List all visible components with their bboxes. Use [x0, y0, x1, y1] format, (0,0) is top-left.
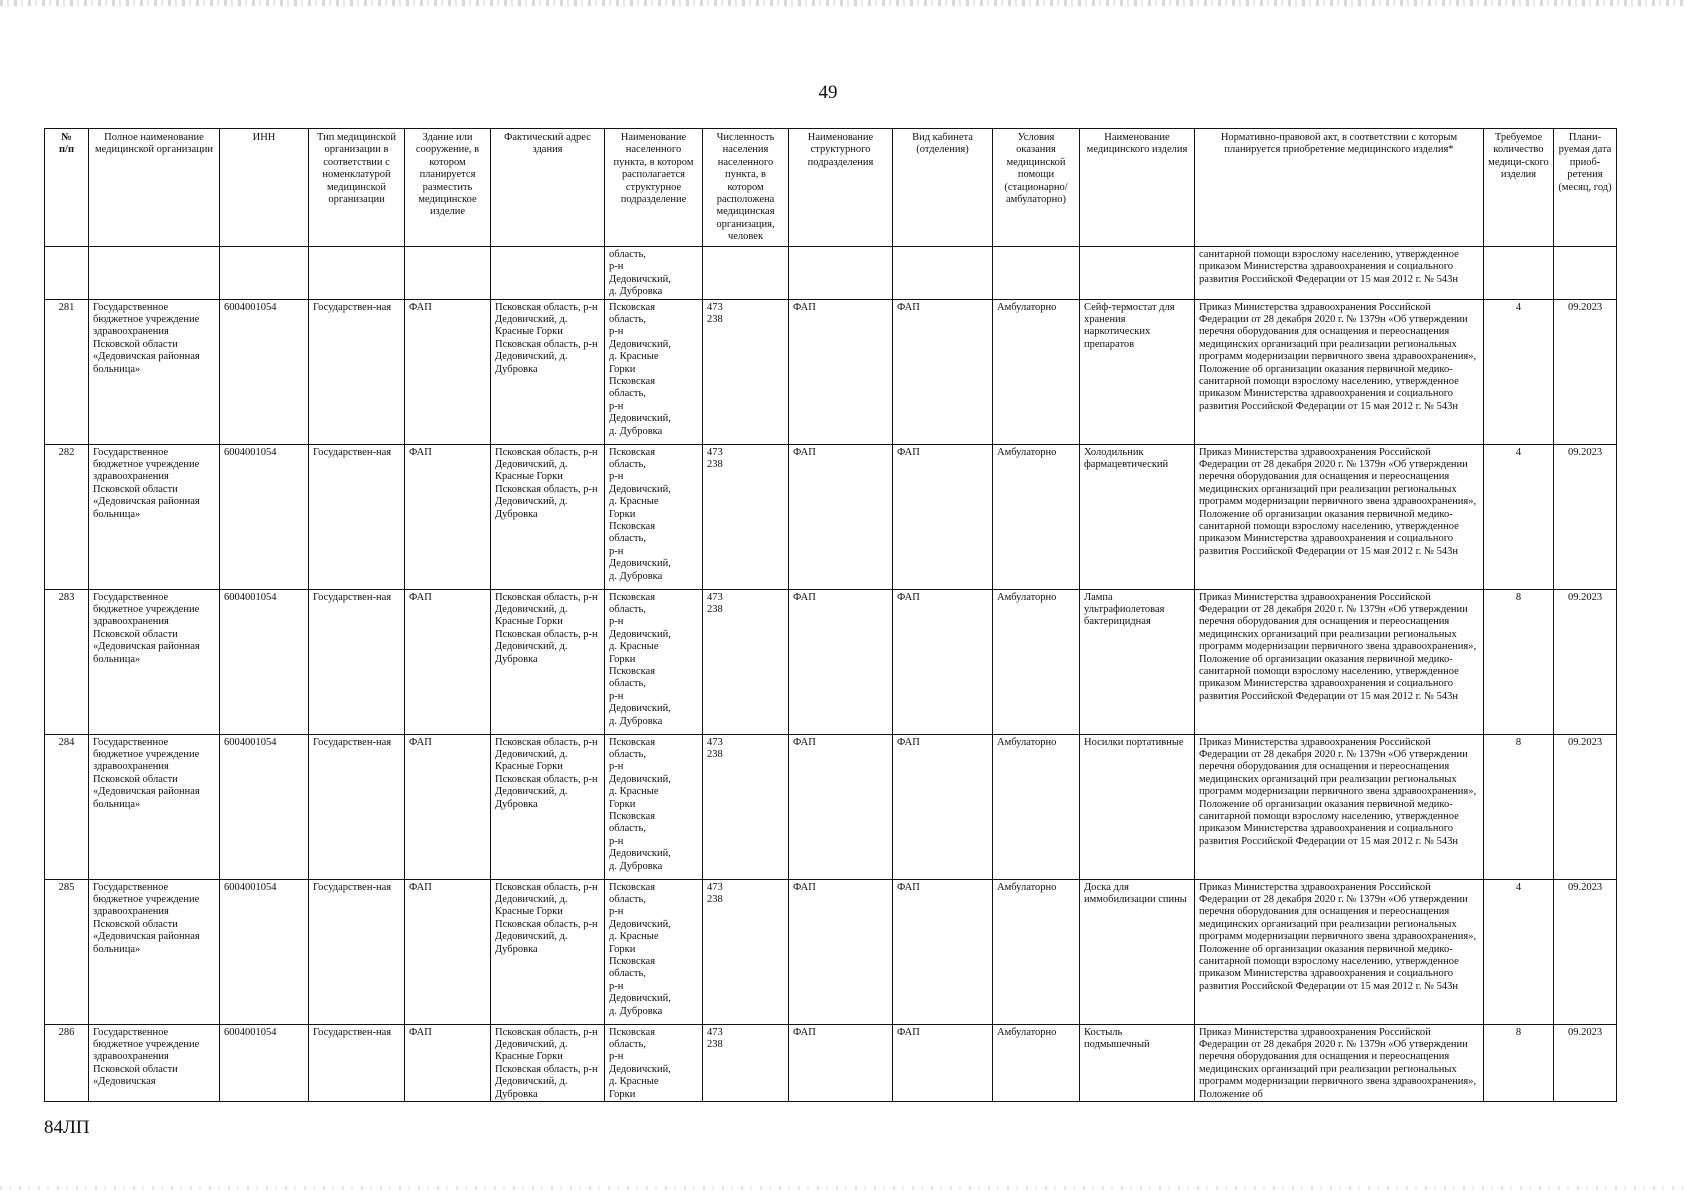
cell-device: Доска для иммобилизации спины — [1080, 879, 1195, 1024]
cell-cabinet: ФАП — [893, 444, 993, 589]
table-row — [45, 734, 1617, 879]
header-unit: Наименование структурного подразделения — [789, 129, 893, 247]
cell-inn: 6004001054 — [220, 444, 309, 589]
cell-org: Государственное бюджетное учреждение здравоохранения Псковской области «Дедовичская районная больница» — [89, 444, 220, 589]
cell-date: 09.2023 — [1554, 734, 1617, 879]
cell-building: ФАП — [405, 444, 491, 589]
cell-population: 473 238 — [703, 299, 789, 444]
cell-building: ФАП — [405, 589, 491, 734]
header-type: Тип медицинской организации в соответствии с номенклатурой медицинской организации — [309, 129, 405, 247]
cell-date: 09.2023 — [1554, 1024, 1617, 1101]
header-cabinet: Вид кабинета (отделения) — [893, 129, 993, 247]
cell-device: Холодильник фармацевтический — [1080, 444, 1195, 589]
cell-cabinet: ФАП — [893, 879, 993, 1024]
cell-act: Приказ Министерства здравоохранения Российской Федерации от 28 декабря 2020 г. № 1379н «Об утверждении перечня оборудования для оснащения и переоснащения медицинских организаций при реализации региональных программ модернизации первичного звена здравоохранения», Положение об организации оказания первичной медико-санитарной помощи взрослому населению, утвержденное приказом Министерства здравоохранения и социального развития Российской Федерации от 15 мая 2012 г. № 543н — [1195, 879, 1484, 1024]
header-inn: ИНН — [220, 129, 309, 247]
cell-num: 286 — [45, 1024, 89, 1101]
cell-conditions: Амбулаторно — [993, 589, 1080, 734]
cell-qty: 8 — [1484, 589, 1554, 734]
table-header-row — [45, 129, 1617, 247]
header-device: Наименование медицинского изделия — [1080, 129, 1195, 247]
cell-unit: ФАП — [789, 879, 893, 1024]
cell-date: 09.2023 — [1554, 299, 1617, 444]
header-num: № п/п — [45, 129, 89, 247]
cell-type: Государствен-ная — [309, 299, 405, 444]
cell-unit: ФАП — [789, 589, 893, 734]
page-number: 49 — [818, 82, 838, 103]
cell-conditions: Амбулаторно — [993, 734, 1080, 879]
header-population: Численность населения населенного пункта, в котором расположена медицинская организация, человек — [703, 129, 789, 247]
cell-inn: 6004001054 — [220, 1024, 309, 1101]
header-act: Нормативно-правовой акт, в соответствии с которым планируется приобретение медицинского изделия* — [1195, 129, 1484, 247]
cell-act: Приказ Министерства здравоохранения Российской Федерации от 28 декабря 2020 г. № 1379н «Об утверждении перечня оборудования для оснащения и переоснащения медицинских организаций при реализации региональных программ модернизации первичного звена здравоохранения», Положение об организации оказания первичной медико-санитарной помощи взрослому населению, утвержденное приказом Министерства здравоохранения и социального развития Российской Федерации от 15 мая 2012 г. № 543н — [1195, 589, 1484, 734]
cell-cabinet: ФАП — [893, 299, 993, 444]
cell-qty: 8 — [1484, 734, 1554, 879]
header-locality: Наименование населенного пункта, в котором располагается структурное подразделение — [605, 129, 703, 247]
cell-locality: Псковская область, р-н Дедовичский, д. Красные Горки Псковская область, р-н Дедовичский, д. Дубровка — [605, 444, 703, 589]
cell-device: Лампа ультрафиолетовая бактерицидная — [1080, 589, 1195, 734]
cell-locality: Псковская область, р-н Дедовичский, д. Красные Горки Псковская область, р-н Дедовичский, д. Дубровка — [605, 299, 703, 444]
cell-num: 284 — [45, 734, 89, 879]
cell-population: 473 238 — [703, 879, 789, 1024]
cell-inn: 6004001054 — [220, 734, 309, 879]
cell-address: Псковская область, р-н Дедовичский, д. Красные Горки Псковская область, р-н Дедовичский, д. Дубровка — [491, 589, 605, 734]
cell-locality: Псковская область, р-н Дедовичский, д. Красные Горки — [605, 1024, 703, 1101]
table-row — [45, 589, 1617, 734]
cell-date: 09.2023 — [1554, 589, 1617, 734]
cell-date: 09.2023 — [1554, 444, 1617, 589]
cell-cabinet: ФАП — [893, 589, 993, 734]
cell-population: 473 238 — [703, 589, 789, 734]
cell-inn: 6004001054 — [220, 879, 309, 1024]
equipment-table — [44, 128, 1617, 1102]
header-building: Здание или сооружение, в котором планируется разместить медицинское изделие — [405, 129, 491, 247]
cell-cabinet: ФАП — [893, 734, 993, 879]
cell-act: Приказ Министерства здравоохранения Российской Федерации от 28 декабря 2020 г. № 1379н «Об утверждении перечня оборудования для оснащения и переоснащения медицинских организаций при реализации региональных программ модернизации первичного звена здравоохранения», Положение об организации оказания первичной медико-санитарной помощи взрослому населению, утвержденное приказом Министерства здравоохранения и социального развития Российской Федерации от 15 мая 2012 г. № 543н — [1195, 734, 1484, 879]
cell-qty: 4 — [1484, 879, 1554, 1024]
cell-type: Государствен-ная — [309, 879, 405, 1024]
cell-locality: область, р-н Дедовичский, д. Дубровка — [605, 247, 703, 300]
cell-building: ФАП — [405, 1024, 491, 1101]
cell-qty: 4 — [1484, 444, 1554, 589]
cell-num: 282 — [45, 444, 89, 589]
cell-locality: Псковская область, р-н Дедовичский, д. Красные Горки Псковская область, р-н Дедовичский, д. Дубровка — [605, 589, 703, 734]
header-address: Фактический адрес здания — [491, 129, 605, 247]
cell-population: 473 238 — [703, 444, 789, 589]
cell-org: Государственное бюджетное учреждение здравоохранения Псковской области «Дедовичская районная больница» — [89, 299, 220, 444]
header-org: Полное наименование медицинской организации — [89, 129, 220, 247]
header-conditions: Условия оказания медицинской помощи (стационарно/ амбулаторно) — [993, 129, 1080, 247]
cell-org: Государственное бюджетное учреждение здравоохранения Псковской области «Дедовичская — [89, 1024, 220, 1101]
cell-org: Государственное бюджетное учреждение здравоохранения Псковской области «Дедовичская районная больница» — [89, 589, 220, 734]
cell-type: Государствен-ная — [309, 589, 405, 734]
cell-inn: 6004001054 — [220, 299, 309, 444]
scan-edge-top — [0, 0, 1686, 6]
table-row-continuation — [45, 247, 1617, 300]
cell-building: ФАП — [405, 734, 491, 879]
cell-qty: 8 — [1484, 1024, 1554, 1101]
cell-unit: ФАП — [789, 299, 893, 444]
cell-act: санитарной помощи взрослому населению, утвержденное приказом Министерства здравоохранения и социального развития Российской Федерации от 15 мая 2012 г. № 543н — [1195, 247, 1484, 300]
cell-num: 285 — [45, 879, 89, 1024]
scan-edge-bottom — [0, 1186, 1686, 1190]
cell-num: 281 — [45, 299, 89, 444]
cell-locality: Псковская область, р-н Дедовичский, д. Красные Горки Псковская область, р-н Дедовичский, д. Дубровка — [605, 734, 703, 879]
cell-cabinet: ФАП — [893, 1024, 993, 1101]
cell-address: Псковская область, р-н Дедовичский, д. Красные Горки Псковская область, р-н Дедовичский, д. Дубровка — [491, 879, 605, 1024]
cell-org: Государственное бюджетное учреждение здравоохранения Псковской области «Дедовичская районная больница» — [89, 734, 220, 879]
cell-conditions: Амбулаторно — [993, 879, 1080, 1024]
table-row — [45, 444, 1617, 589]
table-row — [45, 879, 1617, 1024]
cell-type: Государствен-ная — [309, 734, 405, 879]
cell-inn: 6004001054 — [220, 589, 309, 734]
cell-device: Сейф-термостат для хранения наркотических препаратов — [1080, 299, 1195, 444]
cell-locality: Псковская область, р-н Дедовичский, д. Красные Горки Псковская область, р-н Дедовичский, д. Дубровка — [605, 879, 703, 1024]
footer-code: 84ЛП — [44, 1117, 90, 1138]
cell-address: Псковская область, р-н Дедовичский, д. Красные Горки Псковская область, р-н Дедовичский, д. Дубровка — [491, 734, 605, 879]
cell-conditions: Амбулаторно — [993, 1024, 1080, 1101]
header-date: Плани-руемая дата приоб-ретения (месяц, год) — [1554, 129, 1617, 247]
cell-device: Костыль подмышечный — [1080, 1024, 1195, 1101]
cell-address: Псковская область, р-н Дедовичский, д. Красные Горки Псковская область, р-н Дедовичский, д. Дубровка — [491, 444, 605, 589]
cell-date: 09.2023 — [1554, 879, 1617, 1024]
table-row — [45, 1024, 1617, 1101]
cell-address: Псковская область, р-н Дедовичский, д. Красные Горки Псковская область, р-н Дедовичский, д. Дубровка — [491, 299, 605, 444]
cell-org: Государственное бюджетное учреждение здравоохранения Псковской области «Дедовичская районная больница» — [89, 879, 220, 1024]
cell-building: ФАП — [405, 879, 491, 1024]
cell-conditions: Амбулаторно — [993, 444, 1080, 589]
cell-address: Псковская область, р-н Дедовичский, д. Красные Горки Псковская область, р-н Дедовичский, д. Дубровка — [491, 1024, 605, 1101]
cell-building: ФАП — [405, 299, 491, 444]
cell-population: 473 238 — [703, 734, 789, 879]
cell-act: Приказ Министерства здравоохранения Российской Федерации от 28 декабря 2020 г. № 1379н «Об утверждении перечня оборудования для оснащения и переоснащения медицинских организаций при реализации региональных программ модернизации первичного звена здравоохранения», Положение об — [1195, 1024, 1484, 1101]
table-row — [45, 299, 1617, 444]
header-qty: Требуемое количество медици-ского изделия — [1484, 129, 1554, 247]
cell-device: Носилки портативные — [1080, 734, 1195, 879]
cell-unit: ФАП — [789, 734, 893, 879]
cell-act: Приказ Министерства здравоохранения Российской Федерации от 28 декабря 2020 г. № 1379н «Об утверждении перечня оборудования для оснащения и переоснащения медицинских организаций при реализации региональных программ модернизации первичного звена здравоохранения», Положение об организации оказания первичной медико-санитарной помощи взрослому населению, утвержденное приказом Министерства здравоохранения и социального развития Российской Федерации от 15 мая 2012 г. № 543н — [1195, 444, 1484, 589]
cell-population: 473 238 — [703, 1024, 789, 1101]
cell-num: 283 — [45, 589, 89, 734]
cell-act: Приказ Министерства здравоохранения Российской Федерации от 28 декабря 2020 г. № 1379н «Об утверждении перечня оборудования для оснащения и переоснащения медицинских организаций при реализации региональных программ модернизации первичного звена здравоохранения», Положение об организации оказания первичной медико-санитарной помощи взрослому населению, утвержденное приказом Министерства здравоохранения и социального развития Российской Федерации от 15 мая 2012 г. № 543н — [1195, 299, 1484, 444]
cell-type: Государствен-ная — [309, 444, 405, 589]
cell-unit: ФАП — [789, 444, 893, 589]
cell-qty: 4 — [1484, 299, 1554, 444]
cell-type: Государствен-ная — [309, 1024, 405, 1101]
cell-unit: ФАП — [789, 1024, 893, 1101]
cell-conditions: Амбулаторно — [993, 299, 1080, 444]
